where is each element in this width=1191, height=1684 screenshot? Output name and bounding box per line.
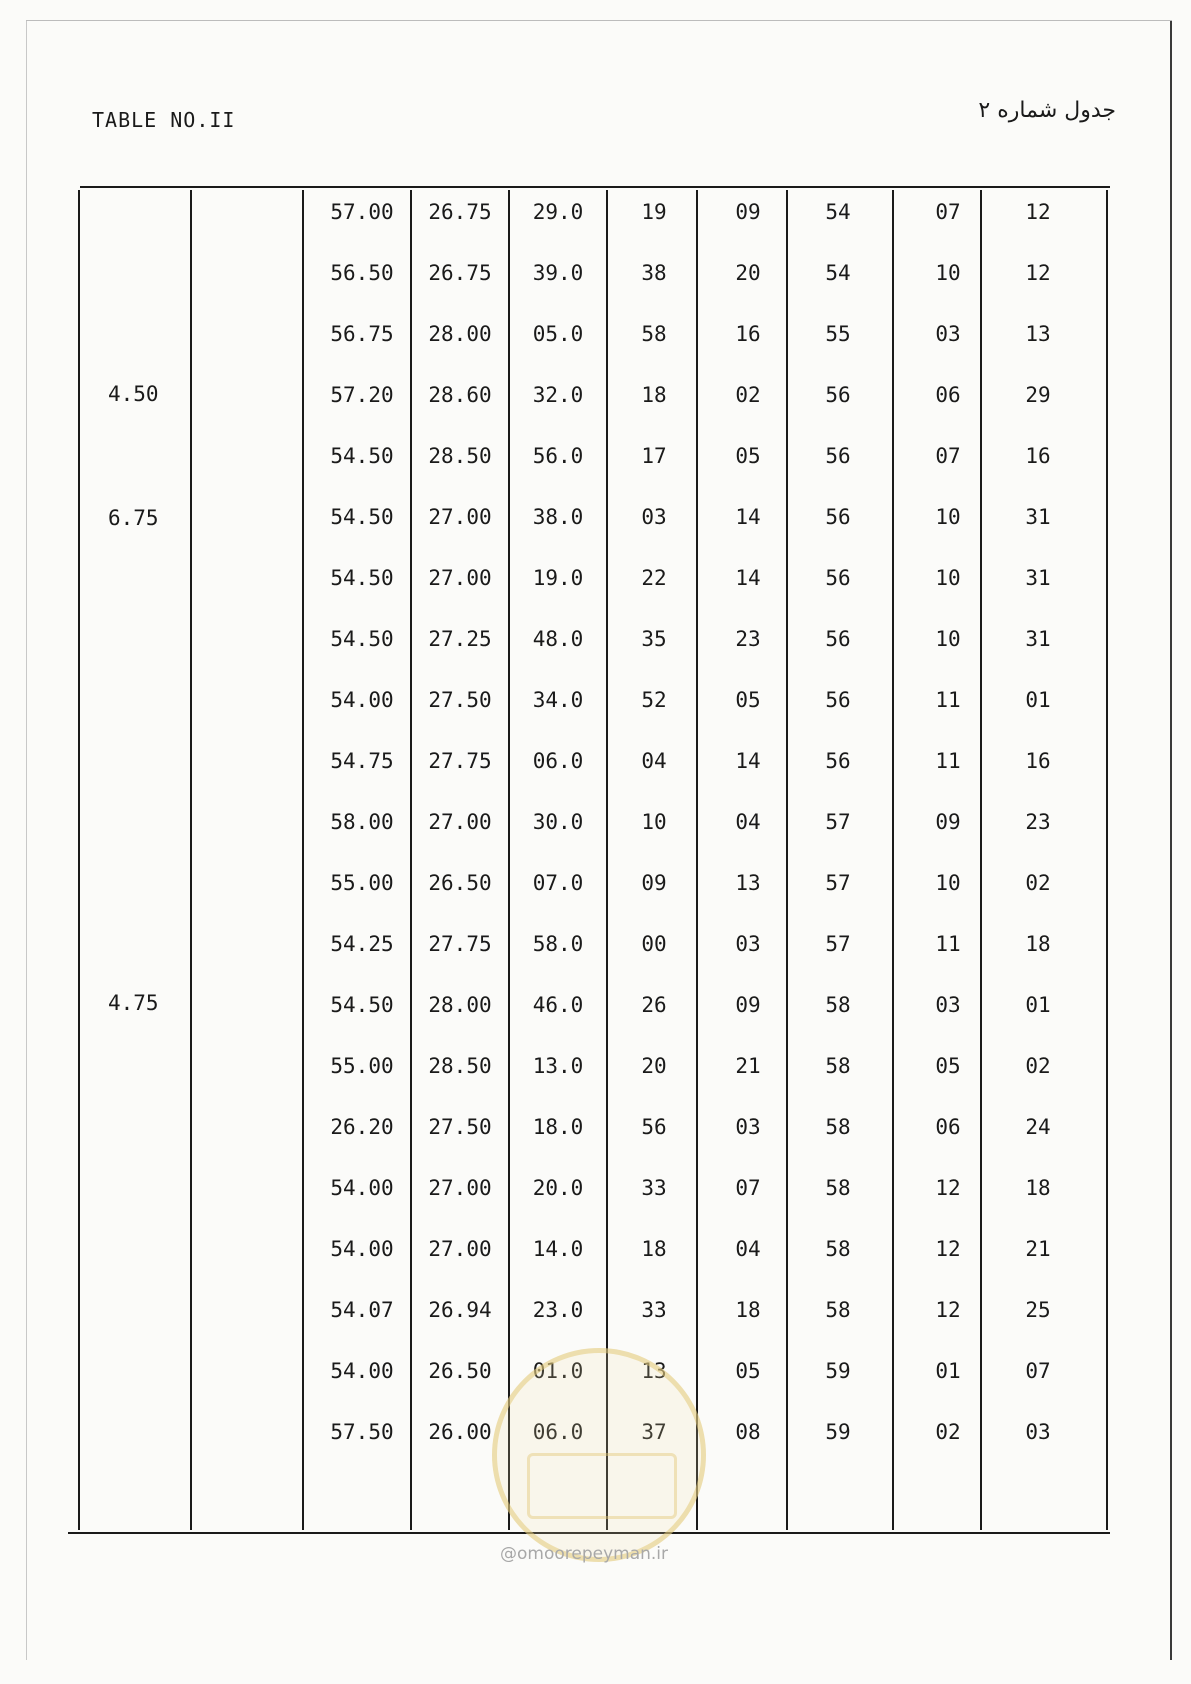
table-cell: 54.00 xyxy=(330,1176,394,1200)
table-cell: 54 xyxy=(825,200,851,224)
table-cell: 18.0 xyxy=(532,1115,584,1139)
table-cell: 17 xyxy=(641,444,667,468)
table-cell: 27.50 xyxy=(428,1115,492,1139)
table-cell: 14 xyxy=(735,505,761,529)
table-cell: 26.00 xyxy=(428,1420,492,1444)
table-cell: 12 xyxy=(935,1298,961,1322)
table-cell: 56 xyxy=(825,444,851,468)
table-cell: 54.50 xyxy=(330,566,394,590)
table-cell: 13 xyxy=(1025,322,1051,346)
table-cell: 54.50 xyxy=(330,993,394,1017)
table-cell: 01 xyxy=(1025,993,1051,1017)
table-cell: 37 xyxy=(641,1420,667,1444)
table-cell: 03 xyxy=(735,932,761,956)
table-cell: 21 xyxy=(1025,1237,1051,1261)
table-cell: 35 xyxy=(641,627,667,651)
table-cell: 18 xyxy=(641,1237,667,1261)
table-cell: 38.0 xyxy=(532,505,584,529)
table-cell: 25 xyxy=(1025,1298,1051,1322)
table-cell: 27.00 xyxy=(428,505,492,529)
table-cell: 00 xyxy=(641,932,667,956)
table-cell: 52 xyxy=(641,688,667,712)
table-cell: 23 xyxy=(735,627,761,651)
table-cell: 19 xyxy=(641,200,667,224)
table-cell: 06 xyxy=(935,1115,961,1139)
table-cell: 21 xyxy=(735,1054,761,1078)
table-cell: 31 xyxy=(1025,505,1051,529)
table-cell: 27.00 xyxy=(428,810,492,834)
side-value: 4.75 xyxy=(108,991,159,1015)
table-cell: 09 xyxy=(935,810,961,834)
table-cell: 18 xyxy=(735,1298,761,1322)
table-cell: 06.0 xyxy=(532,1420,584,1444)
table-cell: 56.75 xyxy=(330,322,394,346)
column-divider xyxy=(302,190,304,1530)
table-cell: 16 xyxy=(735,322,761,346)
table-cell: 20 xyxy=(641,1054,667,1078)
table-cell: 11 xyxy=(935,932,961,956)
table-cell: 58 xyxy=(825,1176,851,1200)
table-cell: 07 xyxy=(735,1176,761,1200)
table-cell: 28.60 xyxy=(428,383,492,407)
table-cell: 09 xyxy=(735,200,761,224)
table-cell: 54.50 xyxy=(330,444,394,468)
table-cell: 55.00 xyxy=(330,871,394,895)
table-cell: 04 xyxy=(735,1237,761,1261)
table-cell: 02 xyxy=(735,383,761,407)
table-cell: 54.25 xyxy=(330,932,394,956)
table-cell: 46.0 xyxy=(532,993,584,1017)
table-cell: 01 xyxy=(935,1359,961,1383)
table-cell: 18 xyxy=(1025,1176,1051,1200)
table-cell: 58 xyxy=(641,322,667,346)
table-cell: 54 xyxy=(825,261,851,285)
table-cell: 02 xyxy=(1025,871,1051,895)
table-cell: 04 xyxy=(641,749,667,773)
table-cell: 28.50 xyxy=(428,444,492,468)
table-cell: 55 xyxy=(825,322,851,346)
table-cell: 57 xyxy=(825,810,851,834)
table-cell: 28.00 xyxy=(428,322,492,346)
table-cell: 26.20 xyxy=(330,1115,394,1139)
table-cell: 16 xyxy=(1025,444,1051,468)
table-cell: 26.94 xyxy=(428,1298,492,1322)
table-cell: 12 xyxy=(935,1176,961,1200)
table-cell: 58.0 xyxy=(532,932,584,956)
table-cell: 56 xyxy=(825,749,851,773)
table-cell: 07 xyxy=(1025,1359,1051,1383)
table-cell: 56 xyxy=(825,505,851,529)
side-value: 4.50 xyxy=(108,382,159,406)
table-cell: 28.50 xyxy=(428,1054,492,1078)
table-cell: 27.25 xyxy=(428,627,492,651)
table-cell: 58 xyxy=(825,1237,851,1261)
table-cell: 57.20 xyxy=(330,383,394,407)
table-cell: 29.0 xyxy=(532,200,584,224)
table-cell: 05 xyxy=(735,688,761,712)
table-cell: 56 xyxy=(825,383,851,407)
table-cell: 18 xyxy=(1025,932,1051,956)
table-cell: 02 xyxy=(935,1420,961,1444)
table-cell: 54.50 xyxy=(330,627,394,651)
table-cell: 11 xyxy=(935,749,961,773)
table-cell: 33 xyxy=(641,1176,667,1200)
table-cell: 59 xyxy=(825,1420,851,1444)
table-top-rule xyxy=(80,186,1110,188)
table-cell: 10 xyxy=(935,627,961,651)
table-cell: 59 xyxy=(825,1359,851,1383)
table-cell: 13.0 xyxy=(532,1054,584,1078)
table-cell: 12 xyxy=(1025,200,1051,224)
table-cell: 04 xyxy=(735,810,761,834)
table-cell: 05 xyxy=(735,1359,761,1383)
table-cell: 32.0 xyxy=(532,383,584,407)
table-cell: 27.00 xyxy=(428,1237,492,1261)
table-cell: 23.0 xyxy=(532,1298,584,1322)
table-cell: 05 xyxy=(735,444,761,468)
table-cell: 23 xyxy=(1025,810,1051,834)
table-cell: 14 xyxy=(735,566,761,590)
table-cell: 54.50 xyxy=(330,505,394,529)
seal-stamp-grid xyxy=(527,1453,677,1519)
table-cell: 26.50 xyxy=(428,871,492,895)
table-cell: 48.0 xyxy=(532,627,584,651)
table-cell: 10 xyxy=(935,871,961,895)
table-cell: 18 xyxy=(641,383,667,407)
table-cell: 57.50 xyxy=(330,1420,394,1444)
table-cell: 05.0 xyxy=(532,322,584,346)
table-cell: 56 xyxy=(825,566,851,590)
table-cell: 11 xyxy=(935,688,961,712)
table-cell: 20 xyxy=(735,261,761,285)
table-cell: 13 xyxy=(641,1359,667,1383)
column-divider xyxy=(78,190,80,1530)
table-cell: 54.07 xyxy=(330,1298,394,1322)
table-cell: 33 xyxy=(641,1298,667,1322)
table-cell: 55.00 xyxy=(330,1054,394,1078)
table-cell: 13 xyxy=(735,871,761,895)
table-cell: 27.00 xyxy=(428,1176,492,1200)
table-cell: 07.0 xyxy=(532,871,584,895)
table-cell: 03 xyxy=(935,322,961,346)
table-cell: 01.0 xyxy=(532,1359,584,1383)
table-cell: 29 xyxy=(1025,383,1051,407)
table-cell: 56 xyxy=(641,1115,667,1139)
table-cell: 30.0 xyxy=(532,810,584,834)
table-cell: 27.75 xyxy=(428,749,492,773)
table-cell: 07 xyxy=(935,444,961,468)
table-cell: 54.00 xyxy=(330,1359,394,1383)
table-cell: 58.00 xyxy=(330,810,394,834)
table-cell: 58 xyxy=(825,1298,851,1322)
column-divider xyxy=(1106,190,1108,1530)
table-cell: 14 xyxy=(735,749,761,773)
table-cell: 26.75 xyxy=(428,200,492,224)
table-cell: 54.00 xyxy=(330,688,394,712)
table-cell: 56.50 xyxy=(330,261,394,285)
table-cell: 12 xyxy=(1025,261,1051,285)
watermark-text: @omoorepeyman.ir xyxy=(500,1544,669,1564)
table-cell: 58 xyxy=(825,1054,851,1078)
table-cell: 38 xyxy=(641,261,667,285)
table-cell: 03 xyxy=(735,1115,761,1139)
table-cell: 54.75 xyxy=(330,749,394,773)
table-cell: 06 xyxy=(935,383,961,407)
table-cell: 28.00 xyxy=(428,993,492,1017)
table-cell: 01 xyxy=(1025,688,1051,712)
table-cell: 58 xyxy=(825,1115,851,1139)
table-cell: 16 xyxy=(1025,749,1051,773)
table-cell: 10 xyxy=(641,810,667,834)
table-cell: 57.00 xyxy=(330,200,394,224)
table-cell: 10 xyxy=(935,261,961,285)
table-cell: 39.0 xyxy=(532,261,584,285)
table-cell: 09 xyxy=(735,993,761,1017)
table-cell: 31 xyxy=(1025,627,1051,651)
table-cell: 27.75 xyxy=(428,932,492,956)
table-cell: 10 xyxy=(935,505,961,529)
table-cell: 26.50 xyxy=(428,1359,492,1383)
table-cell: 03 xyxy=(1025,1420,1051,1444)
table-cell: 10 xyxy=(935,566,961,590)
table-cell: 57 xyxy=(825,932,851,956)
side-value: 6.75 xyxy=(108,506,159,530)
table-cell: 57 xyxy=(825,871,851,895)
table-cell: 14.0 xyxy=(532,1237,584,1261)
table-cell: 27.50 xyxy=(428,688,492,712)
table-cell: 56 xyxy=(825,688,851,712)
table-cell: 27.00 xyxy=(428,566,492,590)
table-cell: 19.0 xyxy=(532,566,584,590)
column-divider xyxy=(892,190,894,1530)
table-cell: 03 xyxy=(641,505,667,529)
table-cell: 03 xyxy=(935,993,961,1017)
table-cell: 12 xyxy=(935,1237,961,1261)
table-cell: 58 xyxy=(825,993,851,1017)
seal-stamp xyxy=(492,1348,706,1562)
table-cell: 02 xyxy=(1025,1054,1051,1078)
table-cell: 09 xyxy=(641,871,667,895)
table-cell: 22 xyxy=(641,566,667,590)
table-cell: 06.0 xyxy=(532,749,584,773)
table-cell: 26 xyxy=(641,993,667,1017)
table-cell: 56 xyxy=(825,627,851,651)
table-cell: 08 xyxy=(735,1420,761,1444)
table-cell: 34.0 xyxy=(532,688,584,712)
table-cell: 05 xyxy=(935,1054,961,1078)
table-cell: 26.75 xyxy=(428,261,492,285)
column-divider xyxy=(190,190,192,1530)
table-cell: 24 xyxy=(1025,1115,1051,1139)
table-cell: 56.0 xyxy=(532,444,584,468)
table-cell: 54.00 xyxy=(330,1237,394,1261)
table-title-persian: جدول شماره ۲ xyxy=(978,98,1116,123)
table-cell: 31 xyxy=(1025,566,1051,590)
table-cell: 20.0 xyxy=(532,1176,584,1200)
table-title-english: TABLE NO.II xyxy=(92,108,236,132)
table-cell: 07 xyxy=(935,200,961,224)
